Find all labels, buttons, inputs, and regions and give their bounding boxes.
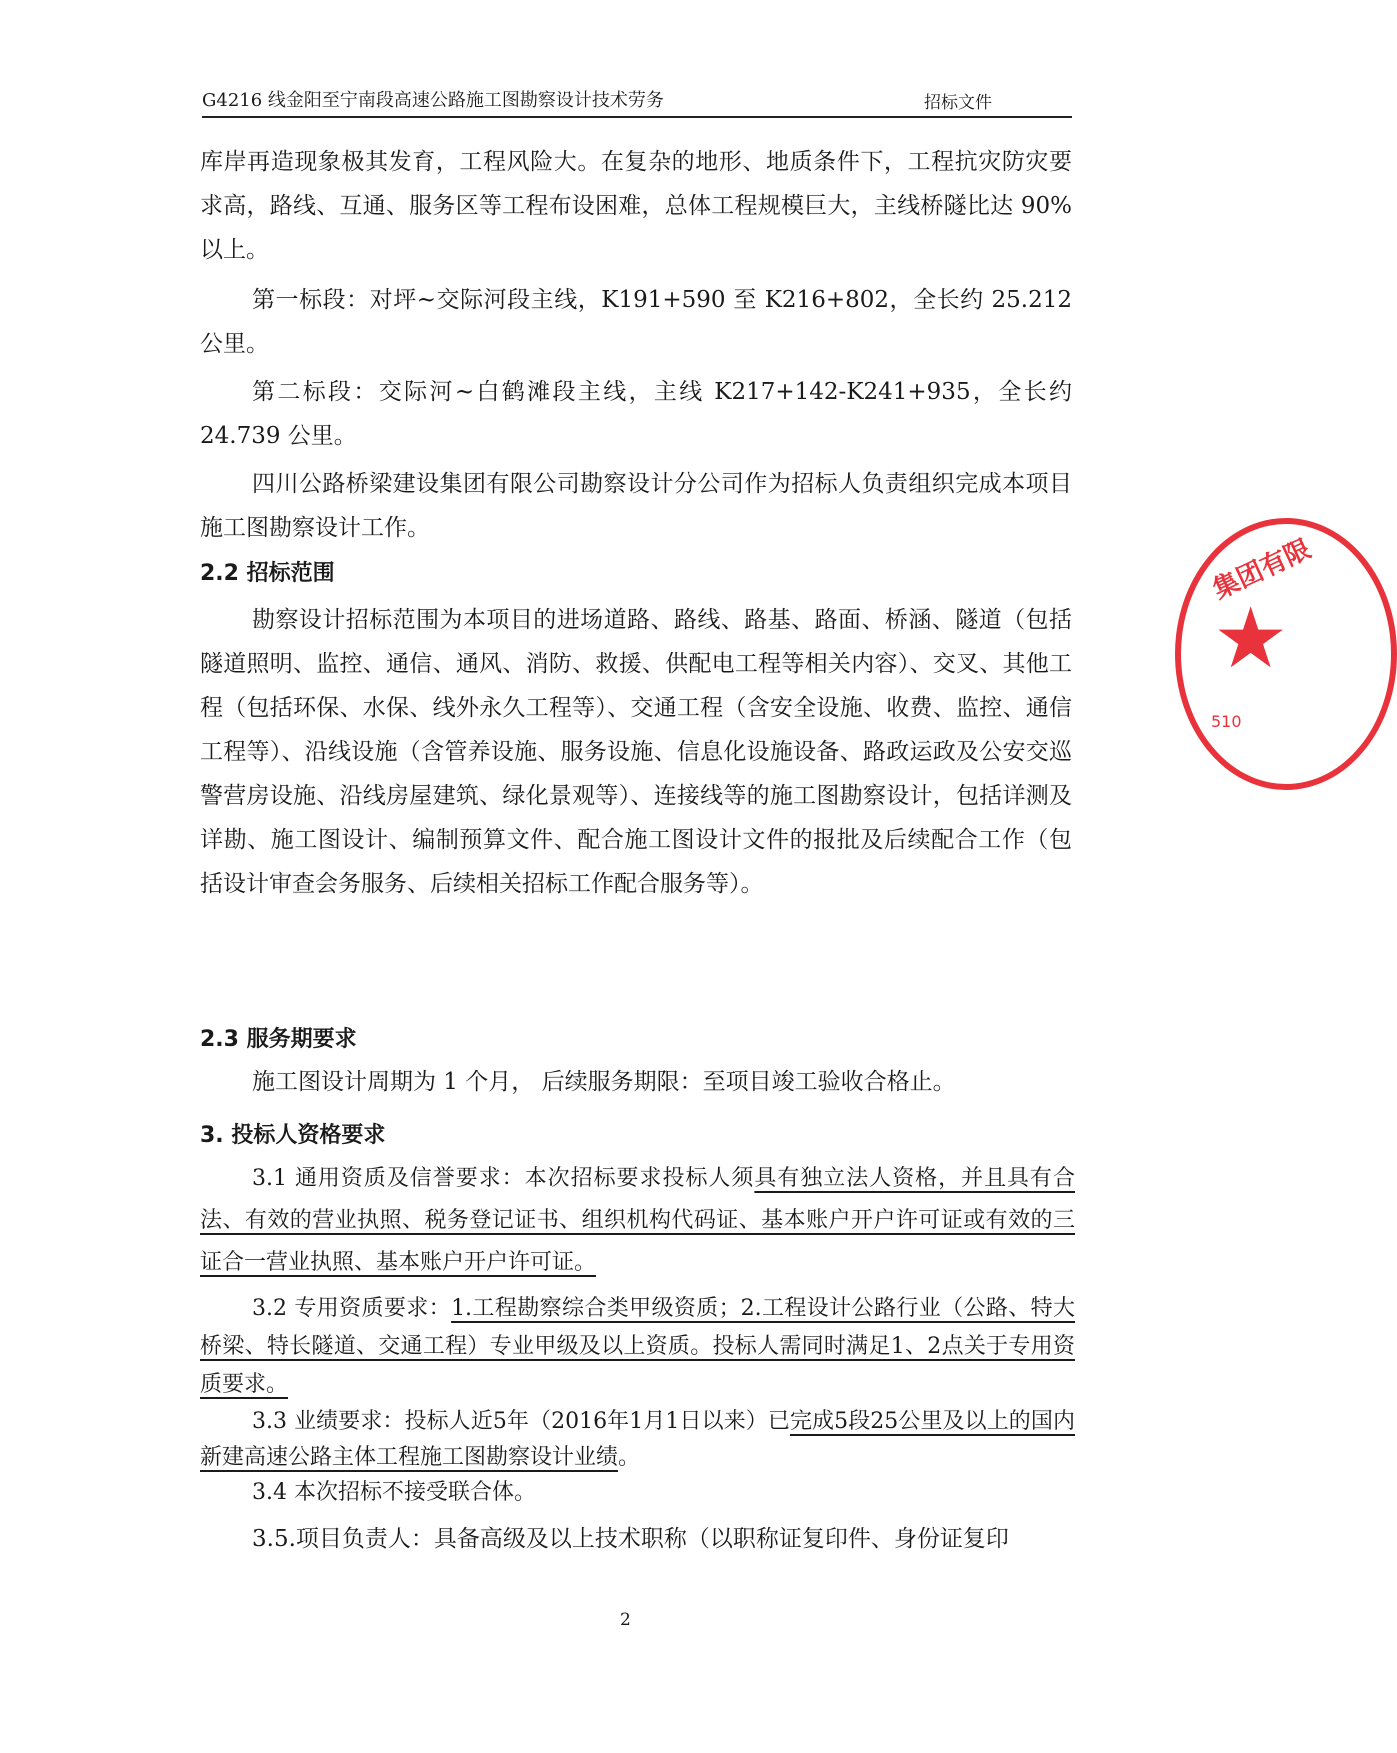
paragraph-risk: 库岸再造现象极其发育，工程风险大。在复杂的地形、地质条件下，工程抗灾防灾要求高，路线、互通、服务区等工程布设困难，总体工程规模巨大，主线桥隧比达 90%以上。 — [200, 149, 1072, 263]
s31-prefix: 3.1 通用资质及信誉要求：本次招标要求投标人须 — [252, 1166, 755, 1191]
paragraph-service-period: 施工图设计周期为 1 个月， 后续服务期限：至项目竣工验收合格止。 — [252, 1069, 956, 1095]
heading-2-3: 2.3 服务期要求 — [200, 1027, 357, 1052]
s33-prefix: 3.3 业绩要求：投标人近5年（2016年1月1日以来）已 — [252, 1409, 790, 1434]
company-seal — [1175, 518, 1397, 790]
s33-suffix: 。 — [618, 1445, 641, 1470]
header-project-title: G4216 线金阳至宁南段高速公路施工图勘察设计技术劳务 — [202, 90, 664, 111]
page-number: 2 — [620, 1610, 631, 1630]
seal-code: 510 — [1211, 712, 1242, 731]
paragraph-3-5: 3.5.项目负责人：具备高级及以上技术职称（以职称证复印件、身份证复印 — [252, 1526, 1009, 1552]
paragraph-3-2 — [200, 1290, 1075, 1404]
heading-2-2: 2.2 招标范围 — [200, 561, 335, 586]
paragraph-scope: 勘察设计招标范围为本项目的进场道路、路线、路基、路面、桥涵、隧道（包括隧道照明、监控、通信、通风、消防、救援、供配电工程等相关内容）、交叉、其他工程（包括环保、水保、线外永久工程等）、交通工程（含安全设施、收费、监控、通信工程等）、沿线设施（含管养设施、服务设施、信息化设施设备、路政运政及公安交巡警营房设施、沿线房屋建筑、绿化景观等）、连接线等的施工图勘察设计，包括详测及详勘、施工图设计、编制预算文件、配合施工图设计文件的报批及后续配合工作（包括设计审查会务服务、后续相关招标工作配合服务等）。 — [200, 607, 1072, 897]
paragraph-3-1 — [200, 1158, 1075, 1284]
s32-underlined: 1.工程勘察综合类甲级资质；2.工程设计公路行业（公路、特大桥梁、特长隧道、交通工程）专业甲级及以上资质。投标人需同时满足1、2点关于专用资质要求。 — [200, 1296, 1076, 1397]
seal-star-icon: ★ — [1213, 589, 1289, 687]
paragraph-3-3 — [200, 1404, 1075, 1476]
paragraph-section-two: 第二标段：交际河~白鹤滩段主线，主线 K217+142-K241+935，全长约 24.739 公里。 — [200, 379, 1072, 449]
paragraph-3-4: 3.4 本次招标不接受联合体。 — [252, 1480, 536, 1505]
s31-underlined: 具有独立法人资格，并且具有合法、有效的营业执照、税务登记证书、组织机构代码证、基本账户开户许可证或有效的三证合一营业执照、基本账户开户许可证。 — [200, 1166, 1075, 1275]
s33-underlined: 完成5段25公里及以上的国内新建高速公路主体工程施工图勘察设计业绩 — [200, 1409, 1075, 1470]
paragraph-section-one: 第一标段：对坪~交际河段主线，K191+590 至 K216+802，全长约 25.212 公里。 — [200, 287, 1072, 357]
paragraph-tenderer: 四川公路桥梁建设集团有限公司勘察设计分公司作为招标人负责组织完成本项目施工图勘察设计工作。 — [200, 471, 1072, 541]
seal-text: 集团有限 — [1208, 534, 1316, 606]
header-doc-type: 招标文件 — [924, 93, 992, 113]
s32-prefix: 3.2 专用资质要求： — [252, 1296, 452, 1321]
heading-3: 3. 投标人资格要求 — [200, 1123, 386, 1148]
page-header — [202, 80, 1072, 118]
